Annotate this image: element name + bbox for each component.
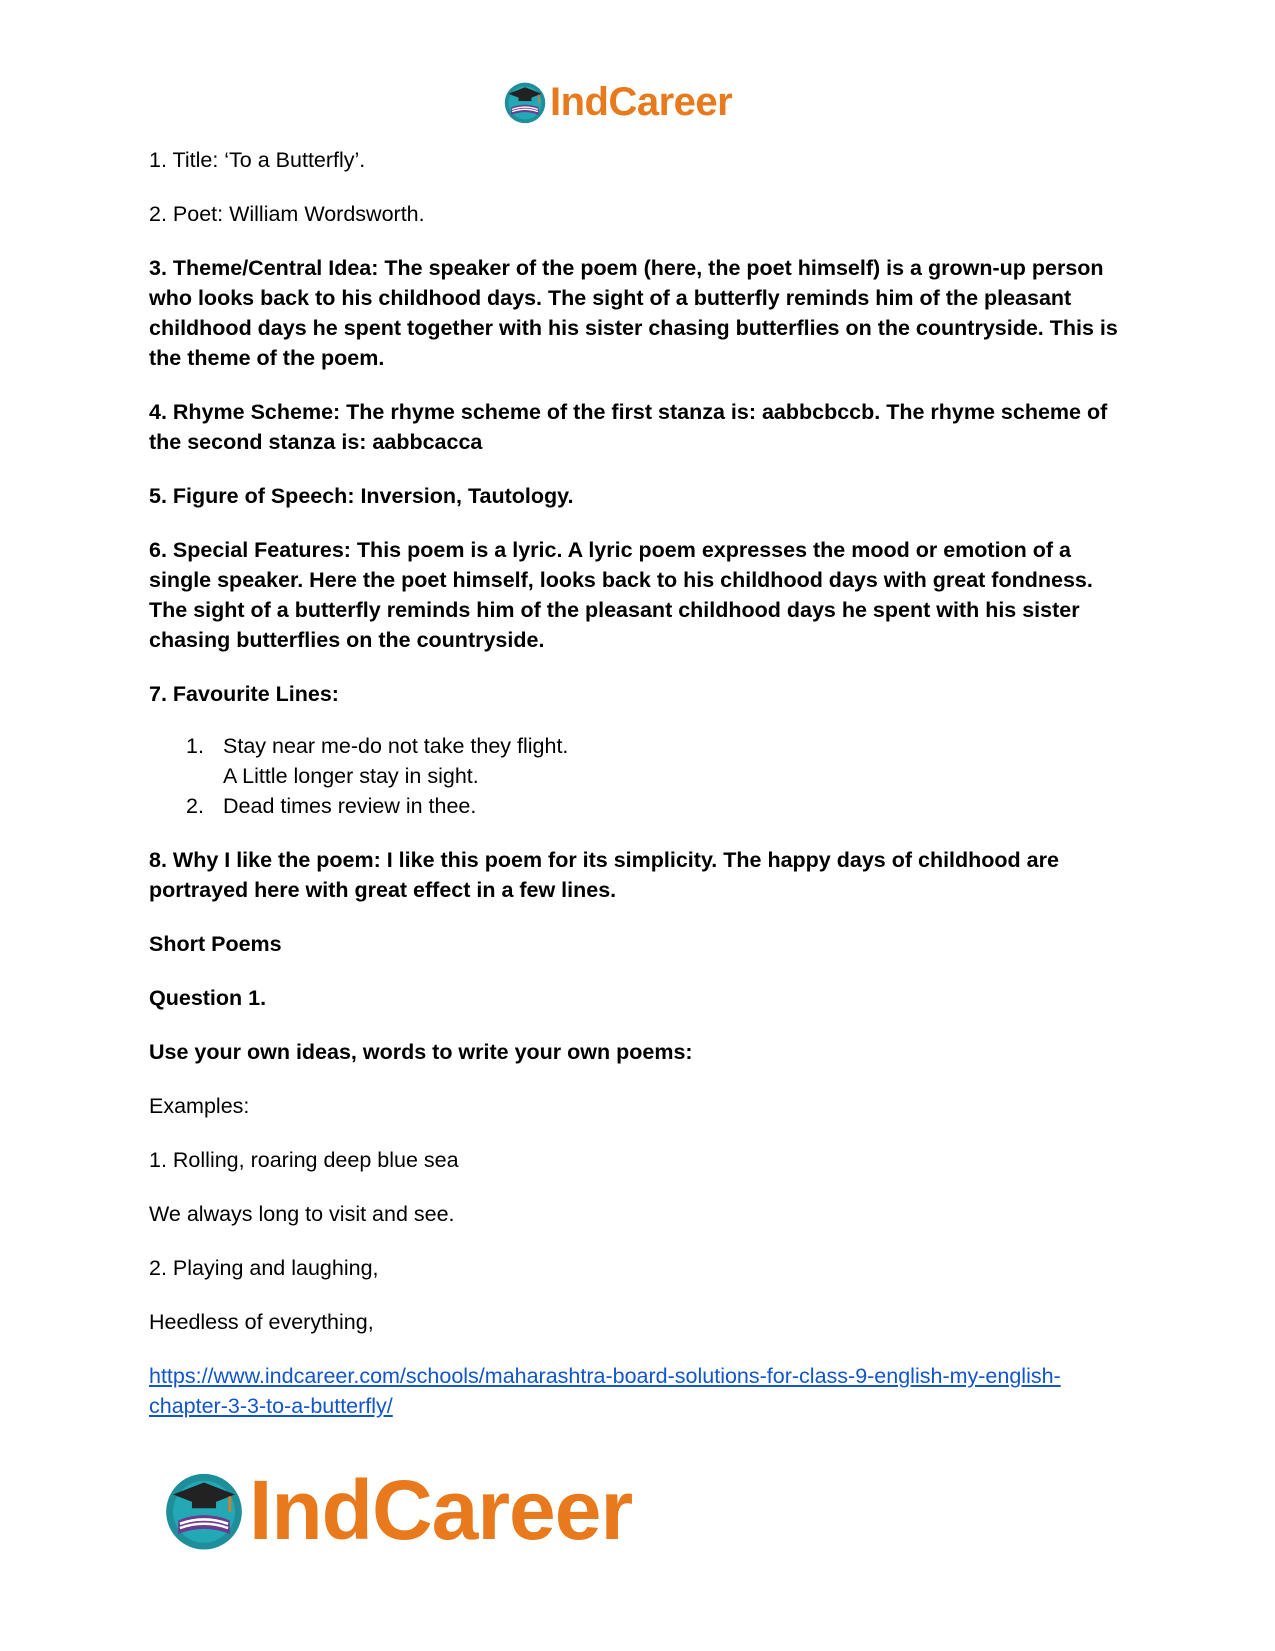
question-heading: Question 1. [149,986,267,1010]
item-poet: 2. Poet: William Wordsworth. [149,202,425,226]
list-line: Dead times review in thee. [223,794,477,818]
item-title: 1. Title: ‘To a Butterfly’. [149,148,366,172]
item-favourite-lines-heading: 7. Favourite Lines: [149,682,339,706]
graduation-book-icon [161,1467,247,1553]
poem-line: We always long to visit and see. [149,1202,455,1226]
logo-text: IndCareer [550,80,733,124]
list-line: Stay near me-do not take they flight. [223,734,569,758]
examples-label: Examples: [149,1094,250,1118]
source-link[interactable]: https://www.indcareer.com/schools/maharashtra-board-solutions-for-class-9-english-my-english-chapter-3-3-to-a-butterfly/ [149,1364,1061,1418]
item-why-i-like: 8. Why I like the poem: I like this poem for its simplicity. The happy days of childhood are portrayed here with great effect in a few lines. [149,848,1059,902]
logo-text: IndCareer [249,1463,633,1557]
item-theme: 3. Theme/Central Idea: The speaker of the poem (here, the poet himself) is a grown-up person who looks back to his childhood days. The sight of a butterfly reminds him of the pleasant childhood days he spent together with his sister chasing butterflies on the countryside. This is the theme of the poem. [149,256,1118,370]
short-poems-heading: Short Poems [149,932,282,956]
list-number: 2. [186,794,204,818]
header-logo [502,78,732,126]
list-line: A Little longer stay in sight. [223,764,479,788]
question-instruction: Use your own ideas, words to write your own poems: [149,1040,693,1064]
favourite-lines-list [149,731,1129,821]
poem-line: Heedless of everything, [149,1310,374,1334]
footer-logo [161,1463,632,1557]
list-number: 1. [186,734,204,758]
list-item [149,731,1129,791]
item-special-features: 6. Special Features: This poem is a lyric. A lyric poem expresses the mood or emotion of a single speaker. Here the poet himself, looks back to his childhood days with great fondness. The sight of a butterfly reminds him of the pleasant childhood days he spent with his sister chasing butterflies on the countryside. [149,538,1093,652]
list-item [149,791,1129,821]
poem-line: 2. Playing and laughing, [149,1256,379,1280]
poem-line: 1. Rolling, roaring deep blue sea [149,1148,459,1172]
document-body [149,145,1129,1421]
graduation-book-icon [502,79,548,125]
item-figure-of-speech: 5. Figure of Speech: Inversion, Tautology. [149,484,574,508]
item-rhyme-scheme: 4. Rhyme Scheme: The rhyme scheme of the first stanza is: aabbcbccb. The rhyme scheme of the second stanza is: aabbcacca [149,400,1108,454]
